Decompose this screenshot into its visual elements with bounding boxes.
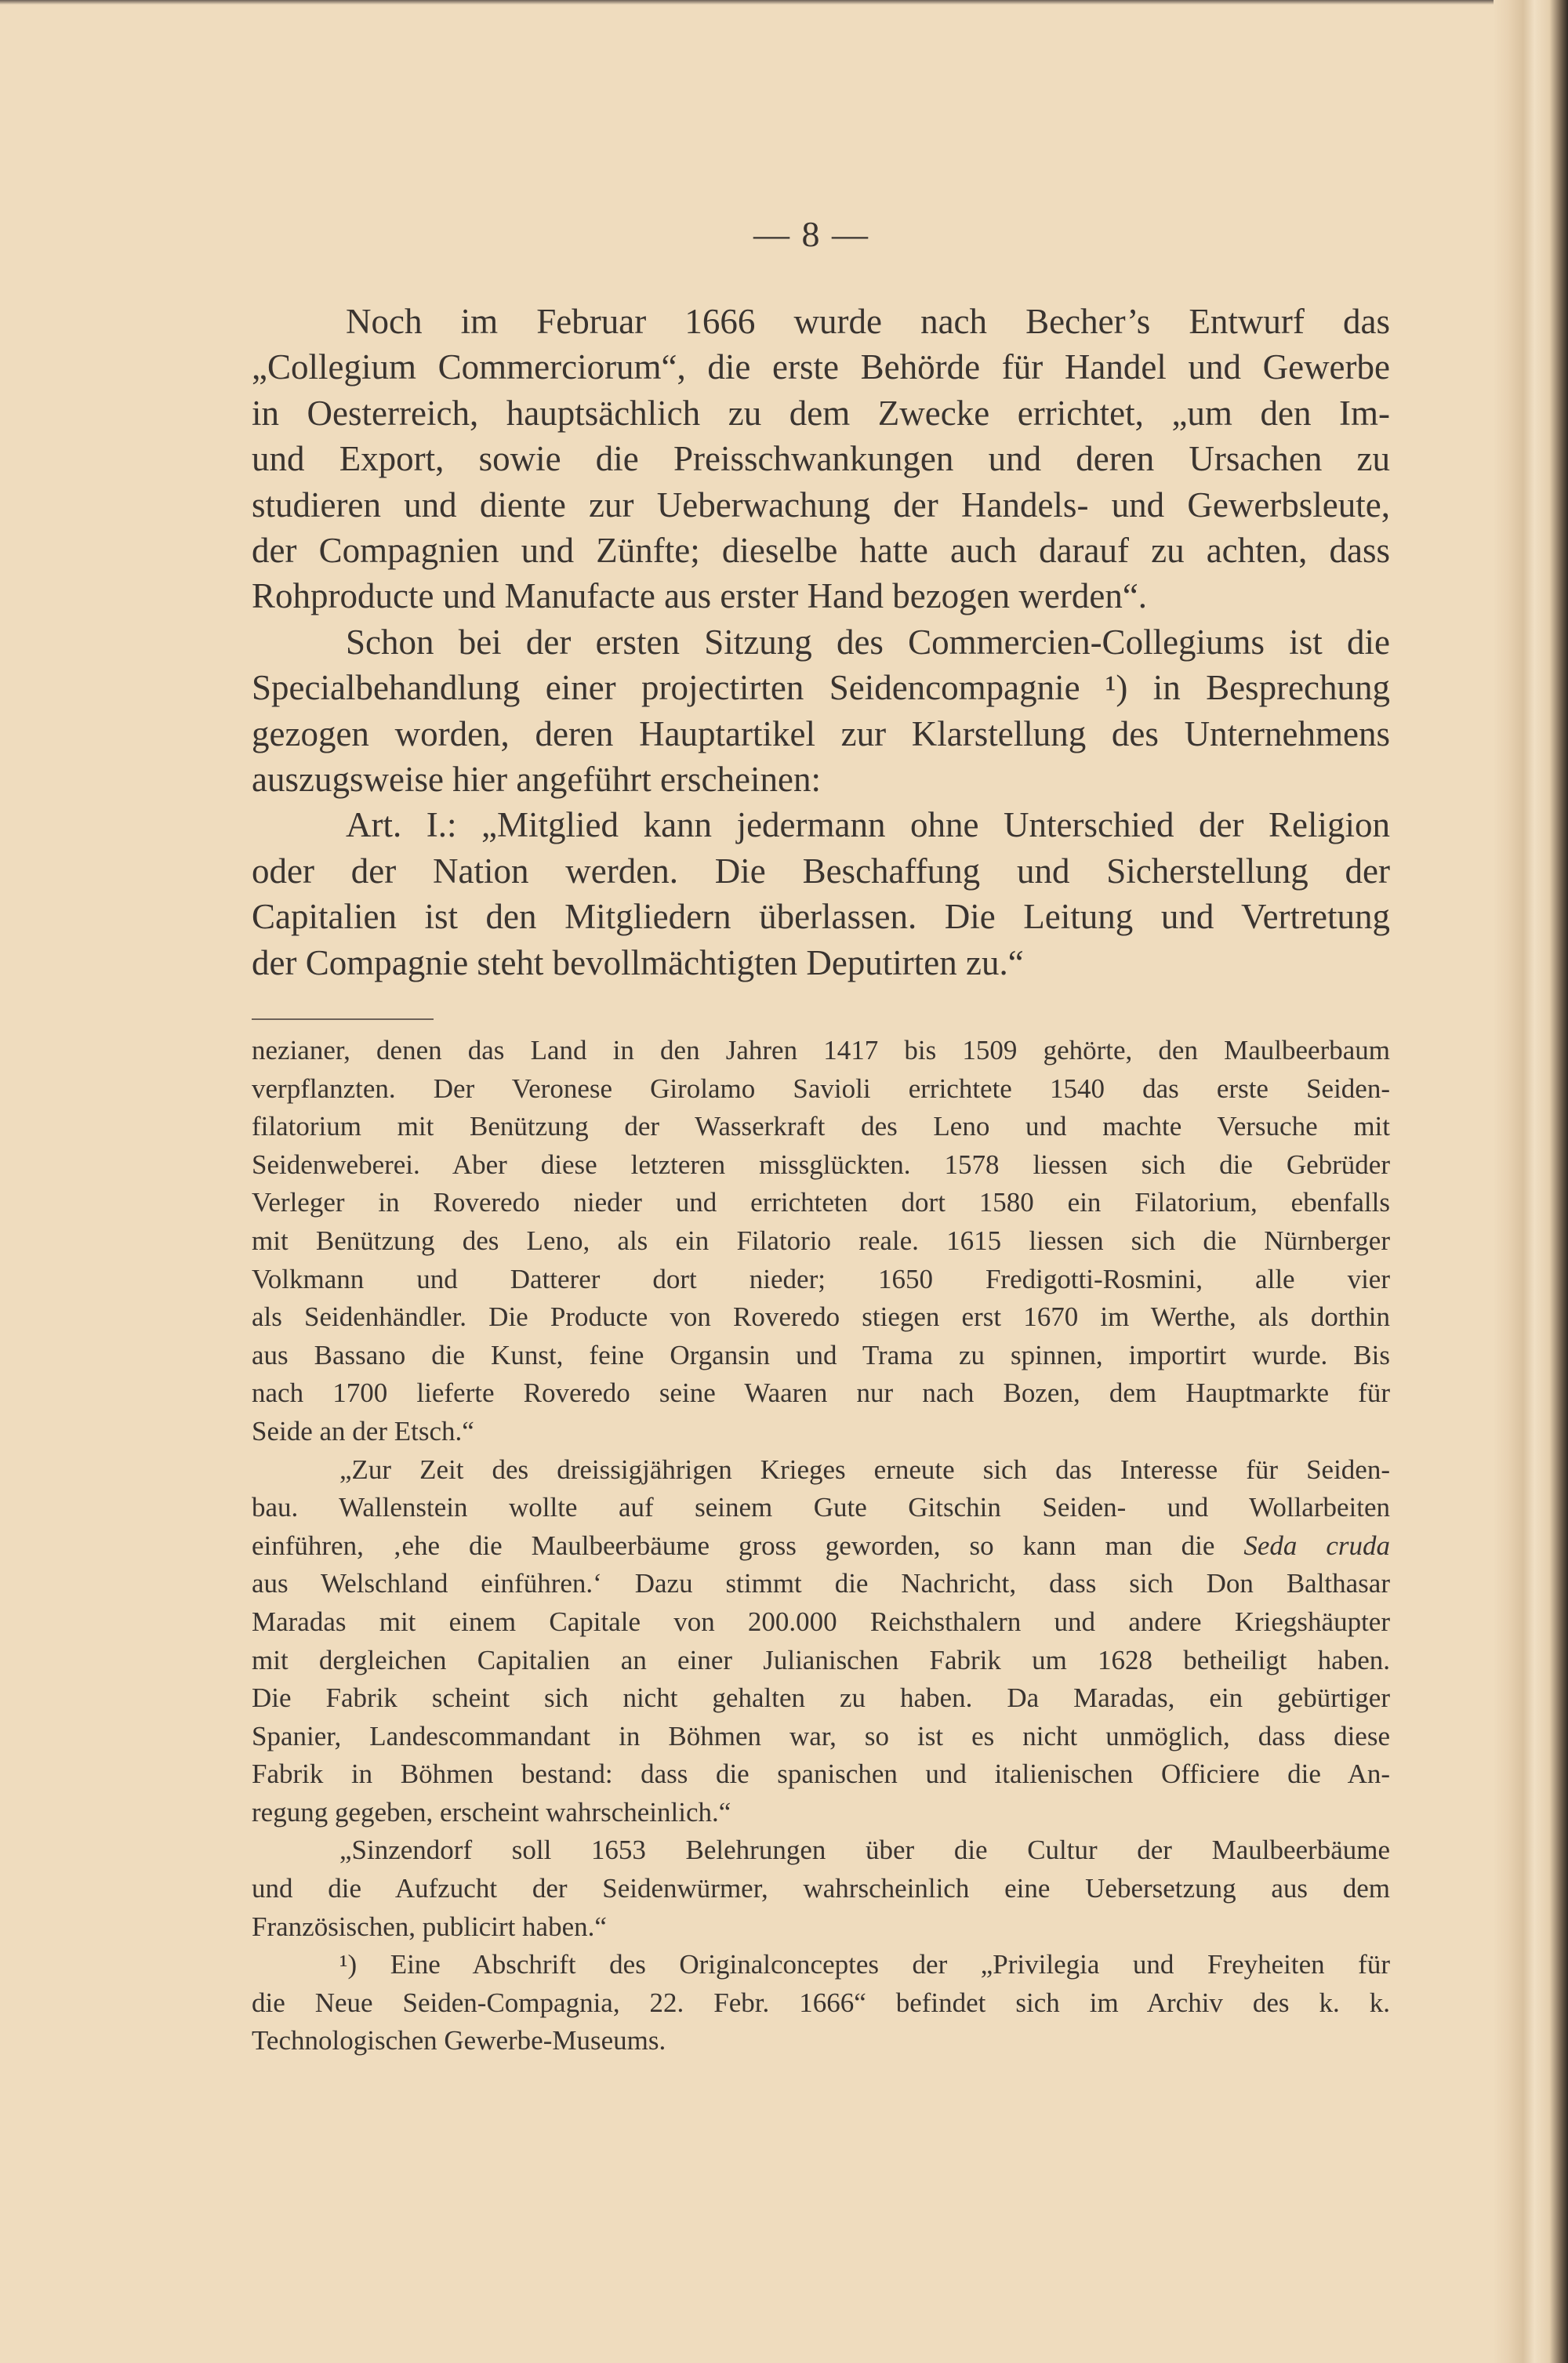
body-paragraph (252, 619, 1390, 803)
footnote-line: Verleger in Roveredo nieder und errichteten dort 1580 ein Filatorium, ebenfalls (252, 1187, 1390, 1218)
line-text: einführen, ‚ehe die Maulbeerbäume gross geworden, so kann man die (252, 1530, 1244, 1561)
footnote-line: bau. Wallenstein wollte auf seinem Gute Gitschin Seiden- und Wollarbeiten (252, 1492, 1390, 1523)
footnote-line: Fabrik in Böhmen bestand: dass die spanischen und italienischen Officiere die An- (252, 1759, 1390, 1790)
body-paragraph (252, 299, 1390, 619)
body-paragraph (252, 802, 1390, 985)
footnote-line: verpflanzten. Der Veronese Girolamo Savioli errichtete 1540 das erste Seiden- (252, 1073, 1390, 1104)
footnote-paragraph (252, 1451, 1390, 1832)
footnote-line: Französischen, publicirt haben.“ (252, 1911, 607, 1942)
footnote-line: Die Fabrik scheint sich nicht gehalten zu haben. Da Maradas, ein gebürtiger (252, 1682, 1390, 1714)
footnote-line: mit Benützung des Leno, als ein Filatorio reale. 1615 liessen sich die Nürnberger (252, 1225, 1390, 1256)
footnote-paragraph (252, 1831, 1390, 1946)
footnote-line: ¹) Eine Abschrift des Originalconceptes der „Privilegia und Freyheiten für (339, 1949, 1390, 1980)
main-text (252, 299, 1390, 985)
footnote-line: nezianer, denen das Land in den Jahren 1417 bis 1509 gehörte, den Maulbeerbaum (252, 1035, 1390, 1065)
footnote-line: Volkmann und Datterer dort nieder; 1650 Fredigotti-Rosmini, alle vier (252, 1263, 1390, 1294)
footnote-line: nach 1700 lieferte Roveredo seine Waaren nur nach Bozen, dem Hauptmarkte für (252, 1378, 1390, 1409)
footnote-paragraph (252, 1032, 1390, 1451)
footnote-line: Maradas mit einem Capitale von 200.000 Reichsthalern und andere Kriegshäupter (252, 1606, 1390, 1637)
body-line: auszugsweise hier angeführt erscheinen: (252, 760, 821, 800)
body-line: „Collegium Commerciorum“, die erste Behörde für Handel und Gewerbe (252, 347, 1390, 387)
body-line: in Oesterreich, hauptsächlich zu dem Zwecke errichtet, „um den Im- (252, 393, 1390, 433)
body-line: gezogen worden, deren Hauptartikel zur Klarstellung des Unternehmens (252, 713, 1390, 753)
footnote-line: Seidenweberei. Aber diese letzteren missglückten. 1578 liessen sich die Gebrüder (252, 1149, 1390, 1180)
footnote-line: mit dergleichen Capitalien an einer Julianischen Fabrik um 1628 betheiligt haben. (252, 1644, 1390, 1675)
footnote-line: Seide an der Etsch.“ (252, 1415, 474, 1446)
footnote-line: die Neue Seiden-Compagnia, 22. Febr. 1666“ befindet sich im Archiv des k. k. (252, 1987, 1390, 2018)
footnote-line: Spanier, Landescommandant in Böhmen war, so ist es nicht unmöglich, dass diese (252, 1720, 1390, 1751)
footnote-line (252, 1527, 1390, 1566)
body-line: Schon bei der ersten Sitzung des Commercien-Collegiums ist die (346, 622, 1390, 662)
footnote-line: filatorium mit Benützung der Wasserkraft des Leno und machte Versuche mit (252, 1111, 1390, 1142)
body-line: Capitalien ist den Mitgliedern überlassen. Die Leitung und Vertretung (252, 897, 1390, 937)
body-line: der Compagnie steht bevollmächtigten Deputirten zu.“ (252, 942, 1024, 982)
body-line: oder der Nation werden. Die Beschaffung und Sicherstellung der (252, 851, 1390, 891)
footnote-paragraph (252, 1946, 1390, 2060)
body-line: Noch im Februar 1666 wurde nach Becher’s Entwurf das (346, 302, 1390, 341)
footnote-line: als Seidenhändler. Die Producte von Roveredo stiegen erst 1670 im Werthe, als dorthin (252, 1301, 1390, 1333)
body-line: und Export, sowie die Preisschwankungen und deren Ursachen zu (252, 439, 1390, 479)
footnote-separator (252, 1018, 434, 1020)
body-line: der Compagnien und Zünfte; dieselbe hatte auch darauf zu achten, dass (252, 531, 1390, 571)
footnote-line: „Sinzendorf soll 1653 Belehrungen über die Cultur der Maulbeerbäume (339, 1835, 1390, 1866)
page-number: — 8 — (753, 214, 869, 254)
footnote-line: regung gegeben, erscheint wahrscheinlich.“ (252, 1796, 731, 1828)
footnote-line: aus Bassano die Kunst, feine Organsin und Trama zu spinnen, importirt wurde. Bis (252, 1339, 1390, 1370)
footnote-line: „Zur Zeit des dreissigjährigen Krieges erneute sich das Interesse für Seiden- (339, 1454, 1390, 1485)
italic-phrase: Seda cruda (1243, 1530, 1390, 1561)
footnote-line: Technologischen Gewerbe-Museums. (252, 2025, 666, 2056)
body-line: Art. I.: „Mitglied kann jedermann ohne Unterschied der Religion (346, 805, 1390, 845)
body-line: Specialbehandlung einer projectirten Seidencompagnie ¹) in Besprechung (252, 668, 1390, 708)
page-top-edge (0, 0, 1568, 5)
body-line: studieren und diente zur Ueberwachung der Handels- und Gewerbsleute, (252, 485, 1390, 525)
book-binding-edge (1494, 0, 1568, 2363)
footnotes (252, 1032, 1390, 2060)
footnote-line: und die Aufzucht der Seidenwürmer, wahrscheinlich eine Uebersetzung aus dem (252, 1873, 1390, 1904)
body-line: Rohproducte und Manufacte aus erster Hand bezogen werden“. (252, 576, 1148, 616)
footnote-line: aus Welschland einführen.‘ Dazu stimmt die Nachricht, dass sich Don Balthasar (252, 1568, 1390, 1599)
